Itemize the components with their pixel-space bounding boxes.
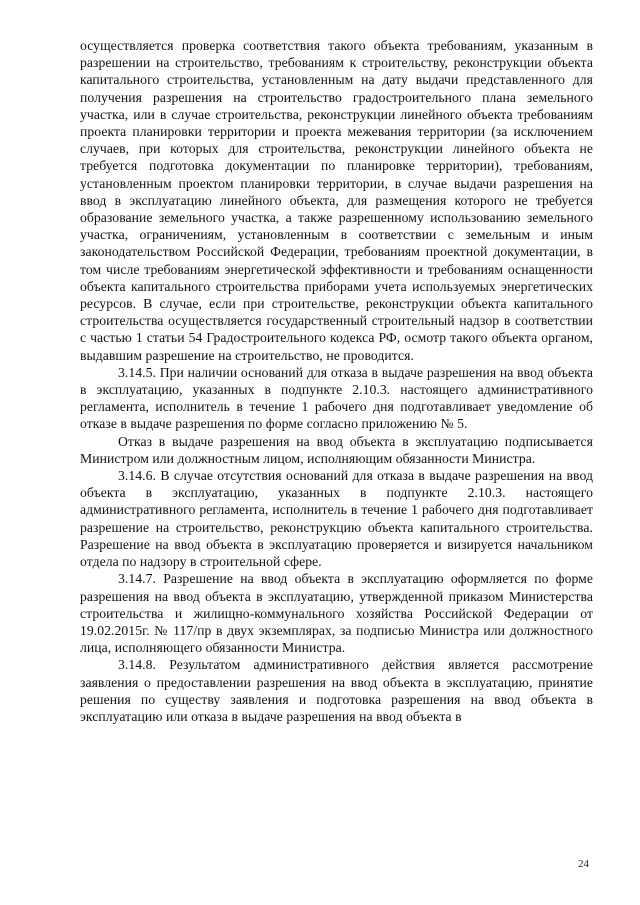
paragraph-3-14-8: 3.14.8. Результатом административного действия является рассмотрение заявления о предоставлении разрешения на ввод объекта в эксплуатацию, принятие решения по существу заявления и подготовка разрешения на ввод объекта в эксплуатацию или отказа в выдаче разрешения на ввод объекта в [80,657,593,724]
paragraph-refusal-signature: Отказ в выдаче разрешения на ввод объекта в эксплуатацию подписывается Министром или должностным лицом, исполняющим обязанности Министра. [80,433,593,466]
paragraph-3-14-6: 3.14.6. В случае отсутствия оснований для отказа в выдаче разрешения на ввод объекта в эксплуатацию, указанных в подпункте 2.10.3. настоящего административного регламента, исполнитель в течение 1 рабочего дня подготавливает разрешение на строительство, реконструкцию объекта капитального строительства. Разрешение на ввод объекта в эксплуатацию проверяется и визируется начальником отдела по надзору в строительной сфере. [80,468,593,570]
paragraph-3-14-5: 3.14.5. При наличии оснований для отказа в выдаче разрешения на ввод объекта в эксплуатацию, указанных в подпункте 2.10.3. настоящего административного регламента, исполнитель в течение 1 рабочего дня подготавливает уведомление об отказе в выдаче разрешения по форме согласно приложению № 5. [80,364,593,432]
paragraph-continuation: осуществляется проверка соответствия такого объекта требованиям, указанным в разрешении на строительство, требованиям к строительству, реконструкции объекта капитального строительства, установленным на дату выдачи представленного для получения разрешения на строительство градостроительного плана земельного участка, или в случае строительства, реконструкции линейного объекта требованиям проекта планировки территории и проекта межевания территории (за исключением случаев, при которых для строительства, реконструкции линейного объекта не требуется подготовка документации по планировке территории), требованиям, установленным проектом планировки территории, в случае выдачи разрешения на ввод в эксплуатацию линейного объекта, для размещения которого не требуется образование земельного участка, а также разрешенному использованию земельного участка, ограничениям, установленным в соответствии с земельным и иным законодательством Российской Федерации, требованиям проектной документации, в том числе требованиям энергетической эффективности и требованиям оснащенности объекта капитального строительства приборами учета используемых энергетических ресурсов. В случае, если при строительстве, реконструкции объекта капитального строительства осуществляется государственный строительный надзор в соответствии с частью 1 статьи 54 Градостроительного кодекса РФ, осмотр такого объекта органом, выдавшим разрешение на строительство, не проводится. [80,38,593,363]
document-body [80,37,593,725]
paragraph-3-14-7: 3.14.7. Разрешение на ввод объекта в эксплуатацию оформляется по форме разрешения на ввод объекта в эксплуатацию, утвержденной приказом Министерства строительства и жилищно-коммунального хозяйства Российской Федерации от 19.02.2015г. № 117/пр в двух экземплярах, за подписью Министра или должностного лица, исполняющего обязанности Министра. [80,571,593,656]
page-number: 24 [578,858,589,870]
